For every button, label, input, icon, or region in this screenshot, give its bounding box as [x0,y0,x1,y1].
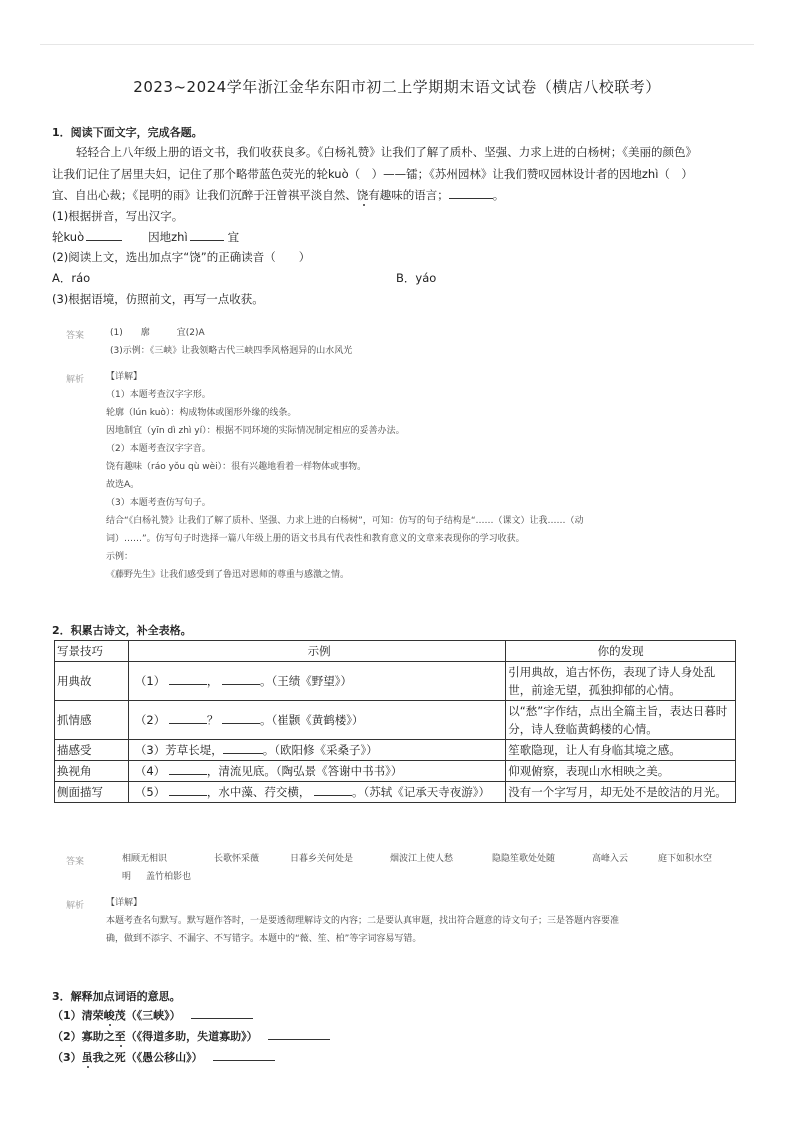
q2-answer-6: 庭下如积水空 [658,854,713,864]
pinyin-kuo: 轮kuò [52,230,85,244]
q2-answer-8: 盖竹柏影也 [146,872,192,882]
q1-answer-blank[interactable] [449,187,493,199]
finding-cell: 以“愁”字作结，点出全篇主旨，表达日暮时分，诗人登临黄鹤楼的心情。 [506,701,736,740]
skill-cell: 描感受 [55,740,129,761]
example-prefix: （4） [134,764,166,778]
example-prefix: （5） [134,785,166,799]
finding-cell: 没有一个字写月，却无处不是皎洁的月光。 [506,782,736,803]
example-source: 。（欧阳修《采桑子》） [262,743,378,757]
q3-blank-2[interactable] [268,1028,330,1040]
top-divider [40,44,754,45]
q1-line3-text: 宜、自出心裁；《昆明的雨》让我们沉醉于汪曾祺平淡自然、 [52,188,357,202]
blank-3[interactable] [223,742,263,754]
q1-sub1: (1)根据拼音，写出汉字。 [52,209,184,223]
q2-exp-1: 本题考查名句默写。默写题作答时，一是要透彻理解诗文的内容；二是要认真审题，找出符合题意的诗文句子；三是答题内容要准 [106,916,620,926]
q1-exp-7: （3）本题考查仿写句子。 [106,498,211,508]
dotted-char-rao: 饶 [356,188,369,202]
q1-sub2: (2)阅读上文，选出加点字“饶”的正确读音（ ） [52,250,311,264]
poetry-table [54,640,736,803]
answer-label: 答案 [66,857,85,867]
page-title: 2023~2024学年浙江金华东阳市初二上学期期末语文试卷（横店八校联考） [133,78,661,96]
q2-exp-2: 确，做到不添字、不漏字、不写错字。本题中的“薇、笙、柏”等字词容易写错。 [106,934,422,944]
q2-heading: 2．积累古诗文，补全表格。 [52,624,192,637]
example-prefix: （2） [134,713,166,727]
header-skill: 写景技巧 [55,641,129,662]
q2-answer-7: 明 [122,872,132,882]
q1-line3-text-b: 有趣味的语言； [368,188,449,202]
q1-answer-line1: (1) 廓 宜(2)A [110,328,205,338]
q3-item-3 [52,1049,275,1065]
option-a[interactable]: A．ráo [52,271,91,285]
q3-item-pre: （3） [52,1051,82,1064]
q2-answer-5: 高峰入云 [592,854,629,864]
q2-answer-2: 日暮乡关何处是 [290,854,354,864]
blank-1b[interactable] [222,673,260,685]
skill-cell: 侧面描写 [55,782,129,803]
example-mid: ，水中藻、荇交横， [206,785,311,799]
example-source: 。（王绩《野望》） [260,674,353,688]
q1-exp-5: 饶有趣味（ráo yǒu qù wèi）：很有兴趣地看着一样物体或事物。 [106,462,367,472]
example-cell [128,740,505,761]
blank-kuo[interactable] [86,229,122,241]
q2-answer-4: 隐隐笙歌处处随 [492,854,556,864]
table-header-row [55,641,736,662]
q3-item-post: （《得道多助，失道寡助》） [125,1030,258,1043]
finding-cell: 笙歌隐现，让人有身临其境之感。 [506,740,736,761]
q3-blank-1[interactable] [191,1007,253,1019]
blank-5a[interactable] [169,784,207,796]
example-source: ，清流见底。（陶弘景《答谢中书书》） [206,764,403,778]
q1-line3-end: 。 [492,188,505,202]
header-finding: 你的发现 [506,641,736,662]
q1-exp-4: （2）本题考查汉字字音。 [106,444,211,454]
blank-4[interactable] [169,763,207,775]
q3-heading: 3．解释加点词语的意思。 [52,990,181,1003]
option-b[interactable]: B．yáo [396,271,437,285]
dotted-char: 虽 [81,1051,93,1064]
q2-exp-0: 【详解】 [106,898,143,908]
table-row [55,761,736,782]
q3-item-pre: （1）清荣 [52,1009,104,1022]
q3-item-post: 茂（《三峡》） [114,1009,181,1022]
q2-answer-0: 相顾无相识 [122,854,168,864]
example-cell [128,662,505,701]
skill-cell: 抓情感 [55,701,129,740]
finding-cell: 仰观俯察，表现山水相映之美。 [506,761,736,782]
blank-1a[interactable] [169,673,207,685]
header-example: 示例 [128,641,505,662]
q3-blank-3[interactable] [213,1049,275,1061]
text-yi: 宜 [227,230,240,244]
example-prefix: （1） [134,674,166,688]
example-sep: ？ [206,713,219,727]
explanation-label: 解析 [66,375,85,385]
q3-item-2 [52,1028,330,1044]
example-cell [128,701,505,740]
example-cell [128,761,505,782]
table-row [55,782,736,803]
skill-cell: 用典故 [55,662,129,701]
pinyin-zhi: 因地zhì [148,230,188,244]
q1-sub3: (3)根据语境，仿照前文，再写一点收获。 [52,292,264,306]
q1-exp-9: 词）……”。仿写句子时选择一篇八年级上册的语文书具有代表性和教育意义的文章来表现你的学习收获。 [106,534,525,544]
q1-exp-0: 【详解】 [106,372,143,382]
dotted-char: 峻 [103,1009,115,1022]
q1-exp-10: 示例： [106,552,134,562]
q2-answer-1: 长歌怀采薇 [214,854,260,864]
q1-paragraph-line2: 让我们记住了居里夫妇，记住了那个略带蓝色荧光的轮kuò（ ）——镭；《苏州园林》让我们赞叹园林设计者的因地zhì（ ） [52,167,693,181]
q1-sub1-blanks [52,229,239,245]
q1-exp-6: 故选A。 [106,480,140,490]
blank-2b[interactable] [222,712,260,724]
q3-item-1 [52,1007,253,1023]
example-source: 。（崔颢《黄鹤楼》） [260,713,364,727]
blank-zhi[interactable] [190,229,224,241]
finding-cell: 引用典故，追古怀伤，表现了诗人身处乱世，前途无望，孤独抑郁的心情。 [506,662,736,701]
dotted-char: 至 [114,1030,126,1043]
q1-exp-8: 结合“《白杨礼赞》让我们了解了质朴、坚强、力求上进的白杨树”，可知：仿写的句子结构是“……（课文）让我……（动 [106,516,584,526]
q1-paragraph-line1: 轻轻合上八年级上册的语文书，我们收获良多。《白杨礼赞》让我们了解了质朴、坚强、力求上进的白杨树；《美丽的颜色》 [76,145,697,159]
q1-paragraph-line3 [52,187,504,203]
q1-heading: 1．阅读下面文字，完成各题。 [52,126,203,139]
explanation-label: 解析 [66,901,85,911]
q1-exp-3: 因地制宜（yīn dì zhì yí）：根据不同环境的实际情况制定相应的妥善办法。 [106,426,405,436]
example-prefix: （3）芳草长堤， [134,743,223,757]
q1-answer-line2: (3)示例：《三峡》让我领略古代三峡四季风格迥异的山水风光 [110,346,353,356]
answer-label: 答案 [66,331,85,341]
q1-exp-2: 轮廓（lún kuò）：构成物体或图形外缘的线条。 [106,408,297,418]
q1-exp-1: （1）本题考查汉字字形。 [106,390,211,400]
blank-2a[interactable] [169,712,207,724]
q2-answer-3: 烟波江上使人愁 [390,854,454,864]
table-row [55,701,736,740]
table-row [55,662,736,701]
q3-item-post: 我之死（《愚公移山》） [92,1051,203,1064]
skill-cell: 换视角 [55,761,129,782]
example-sep: ， [206,674,219,688]
q1-exp-11: 《藤野先生》让我们感受到了鲁迅对恩师的尊重与感激之情。 [106,570,350,580]
table-row [55,740,736,761]
example-cell [128,782,505,803]
q3-item-pre: （2）寡助之 [52,1030,115,1043]
example-source: 。（苏轼《记承天寺夜游》） [352,785,491,799]
blank-5b[interactable] [314,784,352,796]
